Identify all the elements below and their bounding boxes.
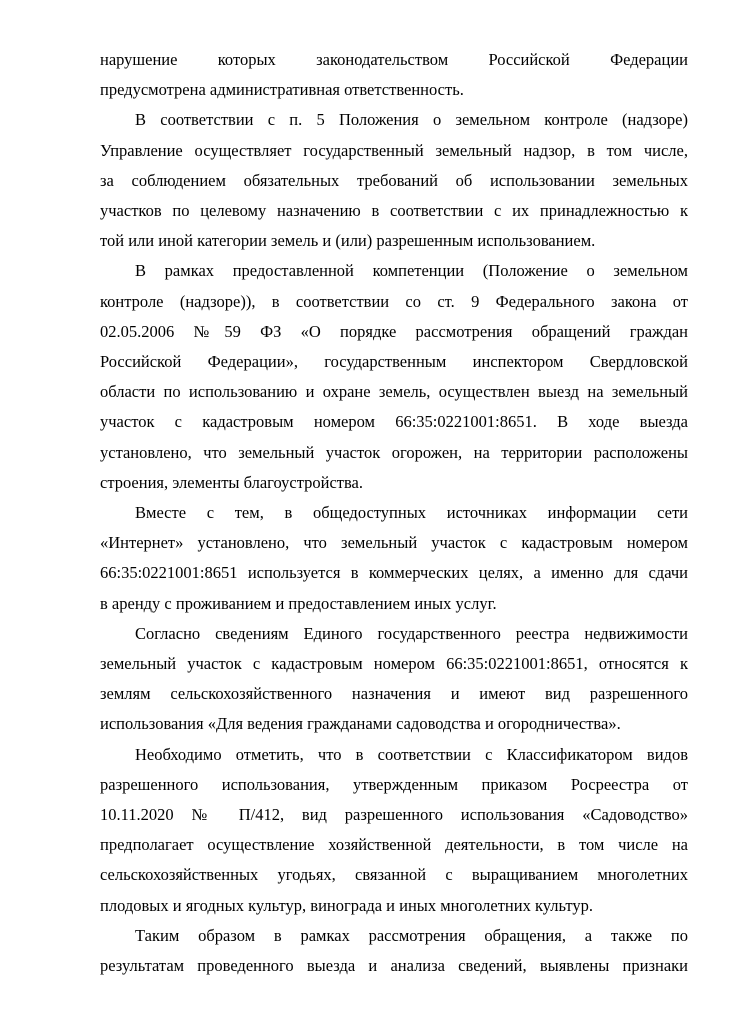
text-line: контроле (надзоре)), в соответствии со ст. 9 Федерального закона от	[100, 291, 688, 311]
text-line: нарушение которых законодательством Российской Федерации	[100, 50, 688, 69]
text-line: В соответствии с п. 5 Положения о земельном контроле (надзоре)	[135, 110, 688, 130]
text-line: строения, элементы благоустройства.	[100, 472, 364, 492]
text-line: Таким образом в рамках рассмотрения обращения, а также по	[135, 925, 688, 945]
text-line: Вместе с тем, в общедоступных источниках информации сети	[135, 503, 688, 523]
paragraph	[100, 105, 688, 256]
text-line: области по использованию и охране земель, осуществлен выезд на земельный	[100, 382, 688, 402]
paragraph	[100, 256, 688, 498]
paragraph	[100, 45, 688, 105]
text-line: землям сельскохозяйственного назначения и имеют вид разрешенного	[100, 684, 688, 704]
text-line: разрешенного использования, утвержденным приказом Росреестра от	[100, 774, 688, 794]
text-line: результатам проведенного выезда и анализа сведений, выявлены признаки	[100, 956, 688, 976]
text-line: за соблюдением обязательных требований об использовании земельных	[100, 170, 688, 190]
text-line: предполагает осуществление хозяйственной деятельности, в том числе на	[100, 835, 688, 855]
text-line: 10.11.2020 № П/412, вид разрешенного использования «Садоводство»	[100, 805, 688, 825]
text-line: плодовых и ягодных культур, винограда и иных многолетних культур.	[100, 895, 594, 915]
text-line: установлено, что земельный участок огорожен, на территории расположены	[100, 442, 688, 462]
paragraph	[100, 921, 688, 981]
paragraph	[100, 740, 688, 921]
text-line: Согласно сведениям Единого государственного реестра недвижимости	[135, 623, 688, 643]
document-body	[100, 45, 688, 981]
paragraph	[100, 498, 688, 619]
paragraph	[100, 619, 688, 740]
text-line: 66:35:0221001:8651 используется в коммерческих целях, а именно для сдачи	[100, 563, 688, 583]
text-line: 02.05.2006 №59 ФЗ «О порядке рассмотрения обращений граждан	[100, 321, 688, 341]
text-line: земельный участок с кадастровым номером 66:35:0221001:8651, относятся к	[100, 654, 688, 674]
text-line: использования «Для ведения гражданами садоводства и огородничества».	[100, 714, 621, 734]
text-line: Необходимо отметить, что в соответствии с Классификатором видов	[135, 744, 688, 764]
text-line: той или иной категории земель и (или) разрешенным использованием.	[100, 231, 596, 251]
text-line: Управление осуществляет государственный земельный надзор, в том числе,	[100, 140, 688, 160]
text-line: предусмотрена административная ответственность.	[100, 80, 464, 100]
text-line: участок с кадастровым номером 66:35:0221001:8651. В ходе выезда	[100, 412, 688, 432]
text-line: «Интернет» установлено, что земельный участок с кадастровым номером	[100, 533, 688, 553]
text-line: сельскохозяйственных угодьях, связанной с выращиванием многолетних	[100, 865, 688, 885]
text-line: в аренду с проживанием и предоставлением иных услуг.	[100, 593, 497, 613]
text-line: В рамках предоставленной компетенции (Положение о земельном	[135, 261, 688, 281]
text-line: участков по целевому назначению в соответствии с их принадлежностью к	[100, 201, 688, 221]
text-line: Российской Федерации», государственным инспектором Свердловской	[100, 352, 688, 372]
